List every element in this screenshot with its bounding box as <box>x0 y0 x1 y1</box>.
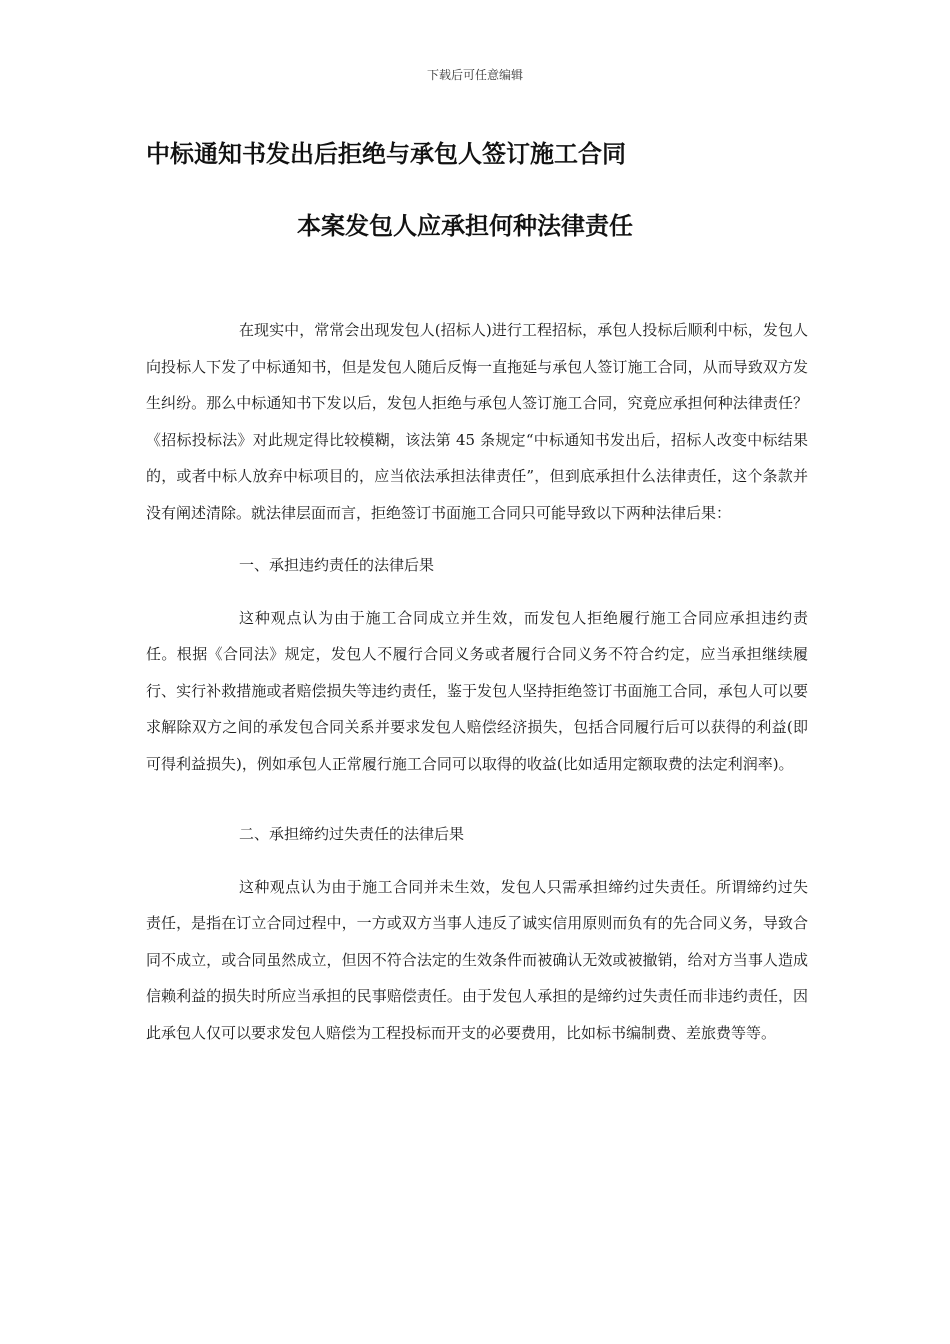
intro-paragraph: 在现实中，常常会出现发包人(招标人)进行工程招标，承包人投标后顺利中标，发包人向投标人下发了中标通知书，但是发包人随后反悔一直拖延与承包人签订施工合同，从而导致双方发生纠纷。那么中标通知书下发以后，发包人拒绝与承包人签订施工合同，究竟应承担何种法律责任？《招标投标法》对此规定得比较模糊，该法第 45 条规定“中标通知书发出后，招标人改变中标结果的，或者中标人放弃中标项目的，应当依法承担法律责任”，但到底承担什么法律责任，这个条款并没有阐述清除。就法律层面而言，拒绝签订书面施工合同只可能导致以下两种法律后果： <box>146 321 808 522</box>
document-title-line-1: 中标通知书发出后拒绝与承包人签订施工合同 <box>146 140 626 168</box>
section-1-heading: 一、承担违约责任的法律后果 <box>239 556 435 574</box>
document-body <box>146 312 808 1051</box>
document-title-line-2: 本案发包人应承担何种法律责任 <box>297 212 633 240</box>
section-2-paragraph: 这种观点认为由于施工合同并未生效，发包人只需承担缔约过失责任。所谓缔约过失责任，是指在订立合同过程中，一方或双方当事人违反了诚实信用原则而负有的先合同义务，导致合同不成立，或合同虽然成立，但因不符合法定的生效条件而被确认无效或被撤销，给对方当事人造成信赖利益的损失时所应当承担的民事赔偿责任。由于发包人承担的是缔约过失责任而非违约责任，因此承包人仅可以要求发包人赔偿为工程投标而开支的必要费用，比如标书编制费、差旅费等等。 <box>146 877 808 1042</box>
section-1-paragraph: 这种观点认为由于施工合同成立并生效，而发包人拒绝履行施工合同应承担违约责任。根据《合同法》规定，发包人不履行合同义务或者履行合同义务不符合约定，应当承担继续履行、实行补救措施或者赔偿损失等违约责任，鉴于发包人坚持拒绝签订书面施工合同，承包人可以要求解除双方之间的承发包合同关系并要求发包人赔偿经济损失，包括合同履行后可以获得的利益(即可得利益损失)，例如承包人正常履行施工合同可以取得的收益(比如适用定额取费的法定利润率)。 <box>146 608 808 773</box>
page-header-note: 下载后可任意编辑 <box>426 68 523 82</box>
section-2-heading: 二、承担缔约过失责任的法律后果 <box>239 825 465 843</box>
